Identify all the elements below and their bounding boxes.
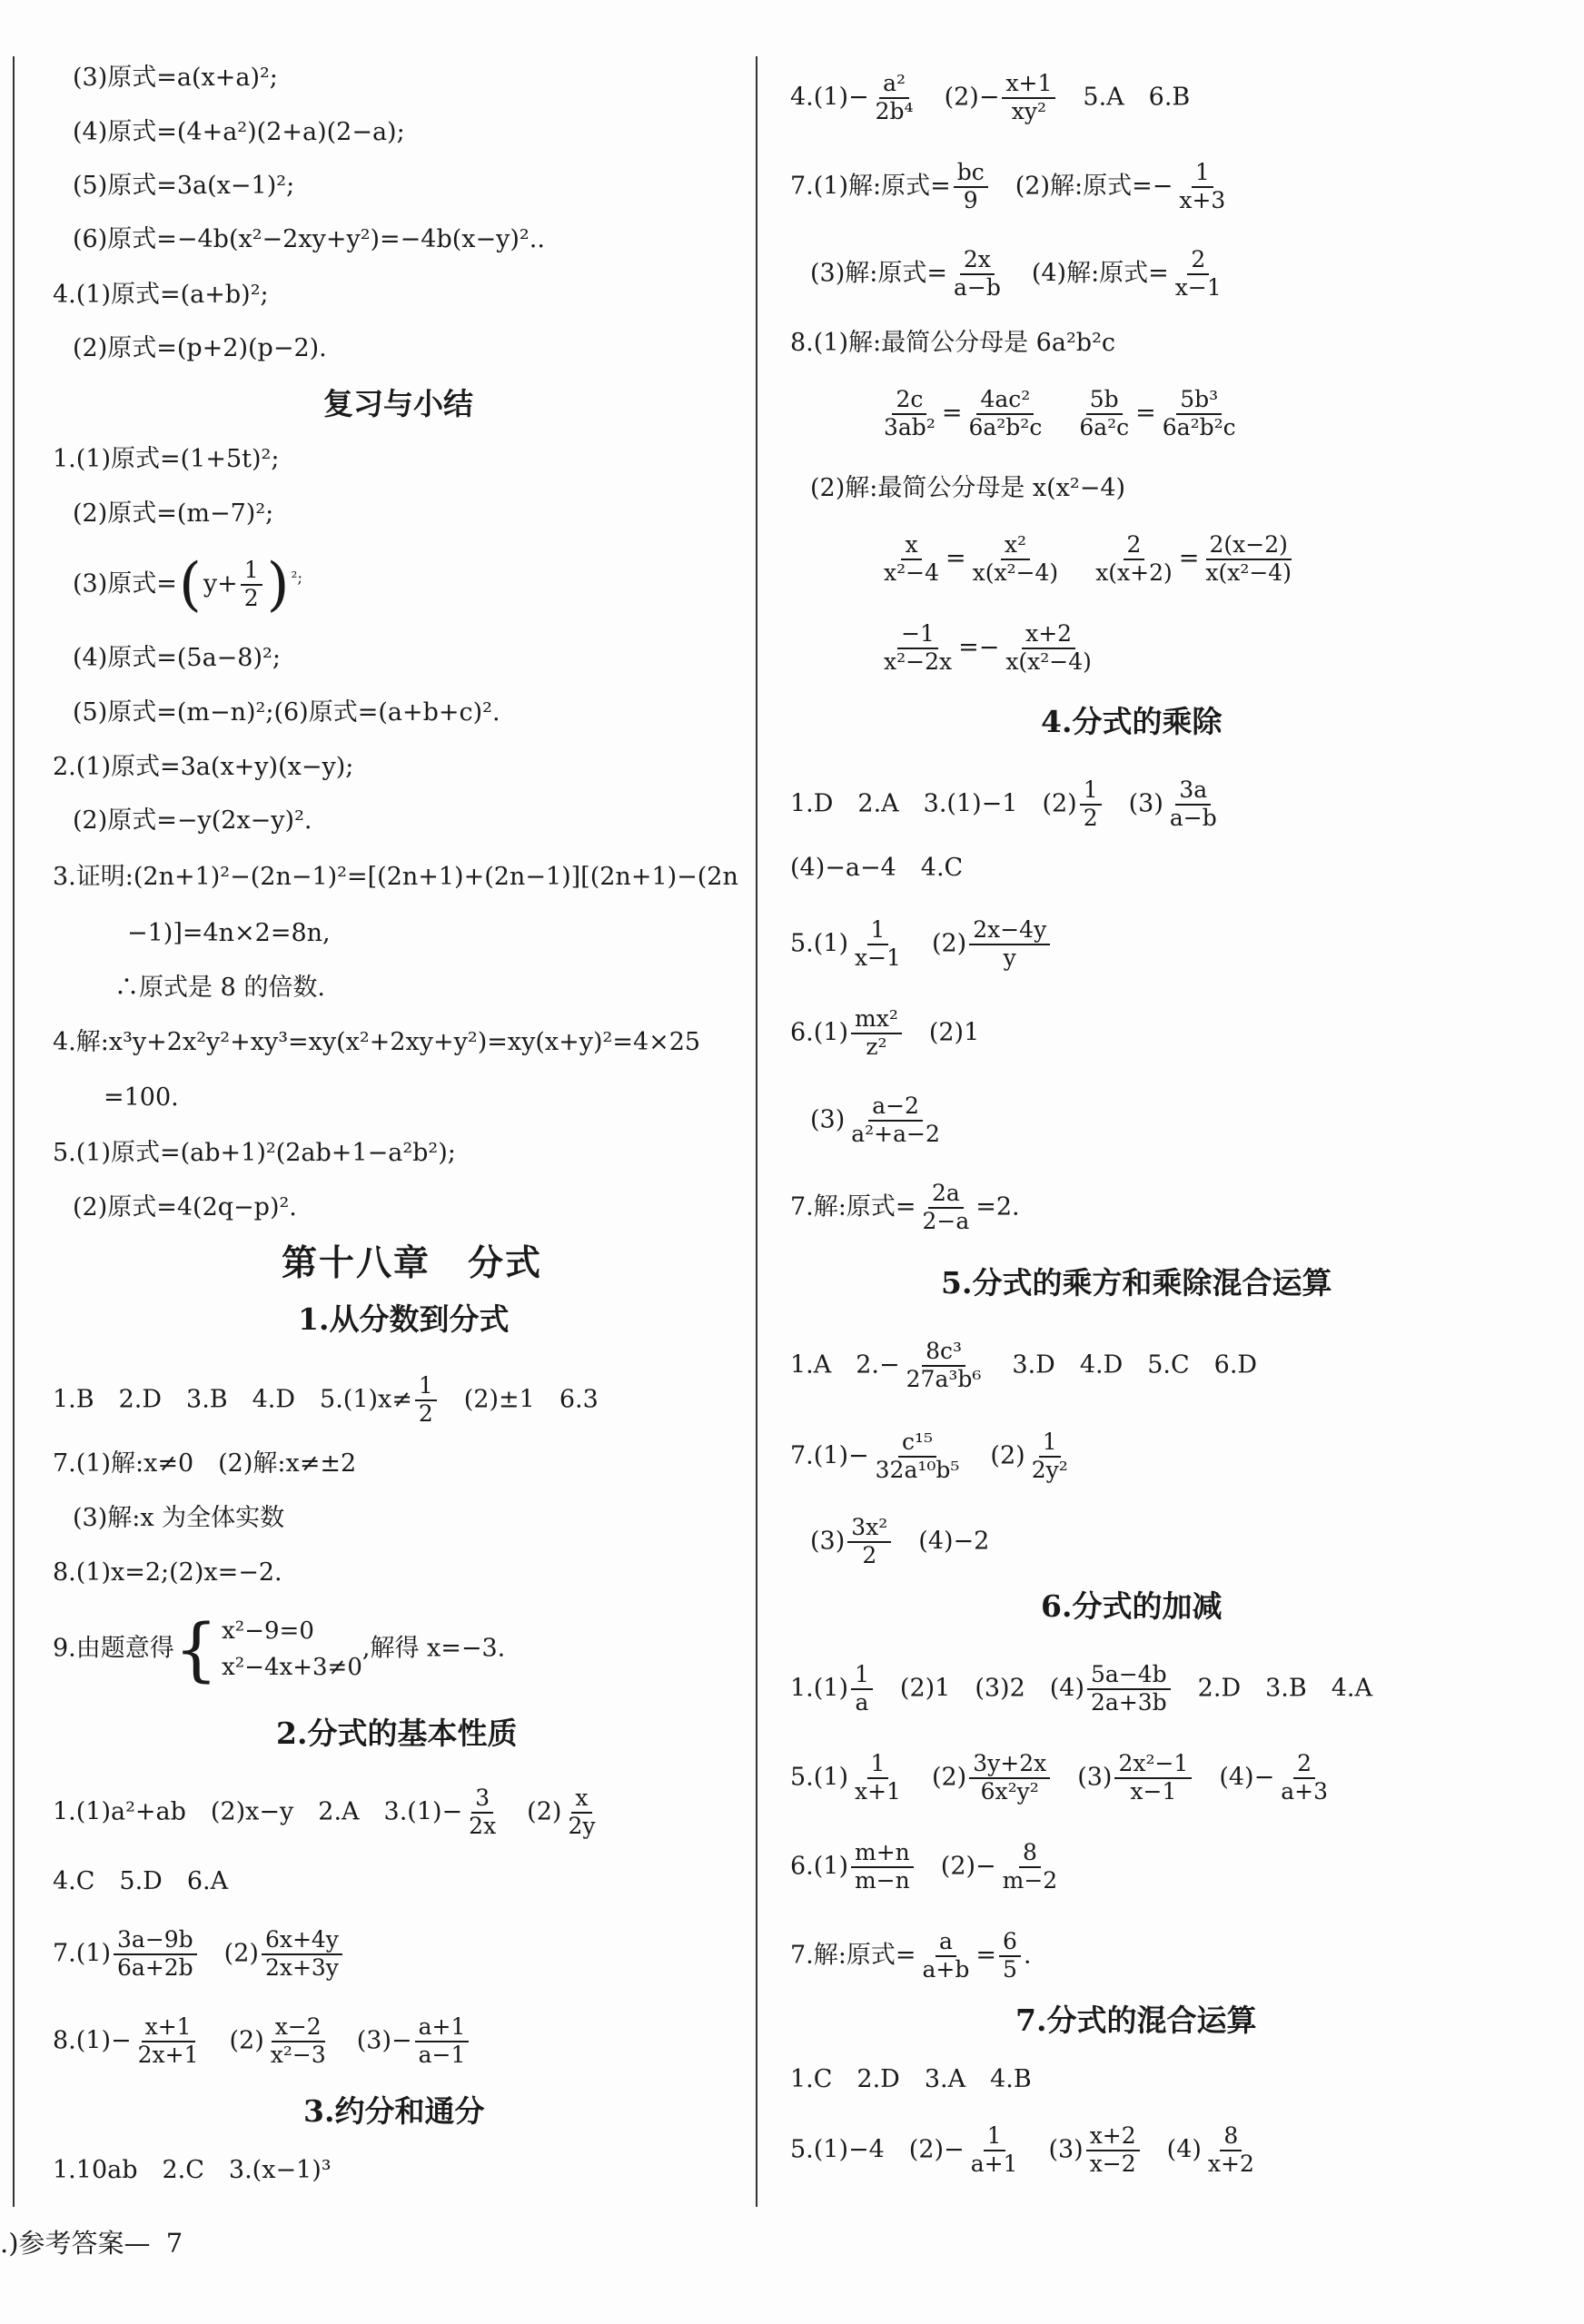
line: (2)原式=4(2q−p)².	[73, 1193, 297, 1221]
text: 6.(1)	[790, 1852, 849, 1881]
fraction: $\frac{5b}{\text{6a²c}}$	[1079, 386, 1130, 440]
text: (3)	[1104, 789, 1163, 818]
fraction: $\frac{\text{5b³}}{\text{6a²b²c}}$	[1162, 386, 1236, 440]
fraction: $\frac{3}{2x}$	[469, 1785, 497, 1839]
line: 7.(1)解:x≠0 (2)解:x≠±2	[53, 1449, 357, 1478]
line: (4)原式=(5a−8)²;	[73, 644, 281, 672]
line: 2.(1)原式=3a(x+y)(x−y);	[53, 753, 354, 781]
text: (3)	[1024, 2135, 1084, 2164]
fraction: $\frac{a+1}{a-1}$	[415, 2014, 470, 2069]
line: (2)原式=(p+2)(p−2).	[73, 334, 327, 362]
text: (2)	[204, 2026, 264, 2055]
equation-system: { x²−9=0 x²−4x+3≠0	[173, 1608, 362, 1689]
line: (4)−a−4 4.C	[790, 854, 964, 882]
text: (4)−	[1194, 1763, 1275, 1792]
section-title-review: 复习与小结	[323, 386, 473, 421]
line: $\frac{x}{\text{x²−4}}$ = $\frac{\text{x²}}{\text{x(x²−4)}}$ $\frac{2}{x(x+2)}$ = $\frac{2(x-2)}{\text{x(x²−4)}}$	[877, 532, 1298, 587]
text: (2)	[906, 929, 967, 958]
fraction: $\frac{2}{x-1}$	[1174, 246, 1222, 301]
line	[790, 1181, 1020, 1235]
line: (2)原式=−y(2x−y)².	[73, 806, 312, 835]
fraction: $\frac{2c}{\text{3ab²}}$	[884, 386, 936, 440]
text: 1.B 2.D 3.B 4.D 5.(1)x≠	[53, 1385, 412, 1414]
fraction: $\frac{8}{x+2}$	[1207, 2122, 1254, 2177]
text: 7.解:原式=	[790, 1941, 916, 1970]
fraction: $\frac{\text{8c³}}{\text{27a³b⁶}}$	[906, 1338, 982, 1392]
text: (2)	[906, 1763, 967, 1792]
text: (2)−	[919, 83, 1000, 112]
fraction: $\frac{1}{2}$	[1080, 777, 1102, 832]
text: (4)−2	[894, 1527, 990, 1556]
line	[53, 1785, 601, 1840]
text: 7.(1)	[53, 1939, 112, 1968]
line: 1.C 2.D 3.A 4.B	[790, 2065, 1032, 2093]
fraction: $\frac{1}{2}$	[241, 558, 262, 612]
fraction: $\frac{1}{a}$	[851, 1662, 873, 1716]
fraction: $\frac{2(x-2)}{\text{x(x²−4)}}$	[1205, 531, 1292, 586]
fraction: $\frac{\text{a²}}{\text{2b⁴}}$	[875, 70, 914, 124]
fraction: $\frac{8}{m-2}$	[1002, 1839, 1058, 1894]
line	[790, 917, 1053, 972]
text: =	[975, 1941, 996, 1970]
line	[810, 1093, 946, 1148]
fraction: $\frac{x+1}{2x+1}$	[137, 2013, 199, 2068]
text: ,解得 x=−3.	[361, 1634, 506, 1663]
footer-label: .)参考答案—	[0, 2228, 151, 2259]
line	[790, 1840, 1064, 1894]
section-title-5: 5.分式的乘方和乘除混合运算	[941, 1265, 1332, 1300]
text: 1.A 2.−	[790, 1350, 900, 1380]
text: (3)	[810, 1105, 846, 1134]
fraction: $\frac{a}{a+b}$	[922, 1928, 970, 1983]
text: (3)原式=	[73, 569, 177, 598]
fraction: $\frac{1}{2}$	[415, 1373, 437, 1428]
fraction: $\frac{2x}{a-b}$	[953, 246, 1001, 301]
fraction: $\frac{-1}{\text{x²−2x}}$	[884, 620, 953, 675]
line: (3)解:x 为全体实数	[73, 1504, 285, 1532]
text: 7.(1)解:原式=	[790, 172, 951, 201]
line: 4.(1)原式=(a+b)²;	[53, 281, 269, 309]
line: (2)解:最简公分母是 x(x²−4)	[810, 474, 1126, 502]
fraction: $\frac{3y+2x}{\text{6x²y²}}$	[969, 1751, 1050, 1805]
text: (3)	[810, 1527, 846, 1556]
text: (2)1 (3)2 (4)	[875, 1674, 1085, 1703]
line	[790, 1006, 979, 1061]
fraction: $\frac{\text{mx²}}{\text{z²}}$	[851, 1006, 902, 1061]
line: 8.(1)x=2;(2)x=−2.	[53, 1558, 282, 1587]
fraction: $\frac{\text{3x²}}{2}$	[847, 1515, 891, 1569]
line: −1)]=4n×2=8n,	[127, 919, 331, 947]
page-footer	[0, 2223, 183, 2260]
line	[790, 71, 1190, 125]
text: (2)	[502, 1797, 562, 1826]
line	[790, 160, 1232, 214]
fraction: $\frac{\text{x²}}{\text{x(x²−4)}}$	[972, 531, 1059, 586]
fraction: $\frac{1}{\text{2y²}}$	[1031, 1429, 1068, 1483]
fraction: $\frac{2x-4y}{y}$	[969, 917, 1050, 972]
fraction: $\frac{x+1}{\text{xy²}}$	[1002, 71, 1055, 125]
line	[53, 2014, 471, 2069]
section-title-6: 6.分式的加减	[1041, 1588, 1223, 1624]
fraction: $\frac{1}{x+1}$	[855, 1750, 901, 1805]
text: 2.D 3.B 4.A	[1173, 1674, 1372, 1703]
fraction: $\frac{2}{x(x+2)}$	[1095, 531, 1173, 586]
line	[790, 1429, 1074, 1484]
fraction: $\frac{x}{2y}$	[568, 1785, 596, 1839]
fraction: $\frac{\text{2x²−1}}{x-1}$	[1114, 1751, 1192, 1805]
fraction: $\frac{3a-9b}{6a+2b}$	[114, 1927, 197, 1982]
text: 9.由题意得	[53, 1634, 174, 1663]
text: (2)解:原式=−	[990, 172, 1173, 201]
line: (6)原式=−4b(x²−2xy+y²)=−4b(x−y)²..	[73, 225, 545, 253]
text: (3)	[1053, 1763, 1113, 1792]
line: ∴原式是 8 的倍数.	[114, 974, 325, 1002]
text: .	[1023, 1941, 1032, 1970]
line	[53, 1608, 506, 1689]
fraction: $\frac{x-2}{\text{x²−3}}$	[270, 2013, 326, 2068]
line: 1.(1)原式=(1+5t)²;	[53, 445, 280, 473]
text: 1.(1)a²+ab (2)x−y 2.A 3.(1)−	[53, 1797, 463, 1826]
text: (4)解:原式=	[1006, 259, 1169, 288]
section-title-7: 7.分式的混合运算	[1015, 2003, 1257, 2038]
open-paren: (	[178, 551, 202, 618]
text: 7.(1)−	[790, 1441, 869, 1470]
text: 6.(1)	[790, 1018, 849, 1047]
text: (2)−	[916, 1852, 996, 1881]
equation: x²−9=0	[222, 1617, 314, 1645]
chapter-title: 第十八章 分式	[282, 1242, 543, 1284]
equation: x²−4x+3≠0	[222, 1654, 362, 1681]
text: (2)1	[904, 1018, 980, 1047]
text: 5.(1)	[790, 1763, 849, 1792]
text: 7.解:原式=	[790, 1192, 916, 1221]
fraction: $\frac{\text{4ac²}}{\text{6a²b²c}}$	[968, 386, 1043, 440]
line	[790, 1929, 1031, 1983]
text: =−	[958, 633, 1000, 662]
line: $\frac{2c}{\text{3ab²}}$ = $\frac{\text{4ac²}}{\text{6a²b²c}}$ $\frac{5b}{\text{6a²c}}$ = $\frac{\text{5b³}}{\text{6a²b²c}}$	[877, 387, 1242, 441]
text: =2.	[975, 1192, 1020, 1221]
fraction: $\frac{6x+4y}{2x+3y}$	[262, 1927, 342, 1982]
fraction: $\frac{5a-4b}{2a+3b}$	[1087, 1662, 1171, 1716]
line	[790, 777, 1223, 832]
fraction: $\frac{2a}{2-a}$	[922, 1180, 970, 1234]
fraction: $\frac{m+n}{m-n}$	[851, 1840, 914, 1894]
fraction: $\frac{3a}{a-b}$	[1169, 776, 1217, 831]
line: 5.(1)原式=(ab+1)²(2ab+1−a²b²);	[53, 1139, 456, 1167]
fraction: $\frac{6}{5}$	[999, 1929, 1021, 1983]
line: 4.C 5.D 6.A	[53, 1867, 229, 1895]
section-title-2: 2.分式的基本性质	[276, 1716, 518, 1751]
section-title-3: 3.约分和通分	[303, 2093, 485, 2129]
fraction: $\frac{a-2}{\text{a²+a−2}}$	[851, 1093, 940, 1147]
text: (2)	[199, 1939, 259, 1968]
close-paren: )	[266, 551, 290, 618]
text: y+	[203, 569, 238, 598]
left-margin-rule	[13, 56, 15, 2207]
text: (2)±1 6.3	[439, 1385, 599, 1414]
fraction: $\frac{x}{\text{x²−4}}$	[884, 531, 939, 586]
fraction: $\frac{bc}{9}$	[954, 160, 988, 214]
line	[790, 1662, 1372, 1716]
fraction: $\frac{1}{x+3}$	[1179, 159, 1226, 213]
fraction: $\frac{x+2}{\text{x(x²−4)}}$	[1005, 620, 1092, 675]
line	[53, 1373, 599, 1428]
fraction: $\frac{x+2}{x-2}$	[1086, 2123, 1140, 2178]
fraction: $\frac{\text{c¹⁵}}{\text{32a¹⁰b⁵}}$	[875, 1429, 960, 1483]
line	[877, 621, 1098, 676]
fraction: $\frac{2}{a+3}$	[1281, 1750, 1328, 1805]
text: 5.A 6.B	[1058, 83, 1191, 112]
line	[790, 1751, 1334, 1805]
text: (2)	[965, 1441, 1025, 1470]
text: (3)解:原式=	[810, 259, 947, 288]
line: 4.解:x³y+2x²y²+xy³=xy(x²+2xy+y²)=xy(x+y)²=4×25	[53, 1028, 701, 1056]
section-title-1: 1.从分数到分式	[298, 1301, 510, 1337]
fraction: $\frac{1}{a+1}$	[970, 2122, 1018, 2177]
text: 1.D 2.A 3.(1)−1 (2)	[790, 789, 1077, 818]
line: (5)原式=(m−n)²;(6)原式=(a+b+c)².	[73, 698, 500, 727]
line: =100.	[104, 1083, 179, 1112]
text: 8.(1)−	[53, 2026, 132, 2055]
line	[790, 1339, 1257, 1393]
line	[73, 551, 302, 618]
line: 8.(1)解:最简公分母是 6a²b²c	[790, 329, 1116, 357]
text: 5.(1)	[790, 929, 849, 958]
line: (5)原式=3a(x−1)²;	[73, 172, 295, 200]
line: (4)原式=(4+a²)(2+a)(2−a);	[73, 118, 405, 146]
text: 5.(1)−4 (2)−	[790, 2135, 965, 2164]
text: ²;	[291, 568, 302, 587]
line	[53, 1927, 345, 1982]
text: 4.(1)−	[790, 83, 869, 112]
fraction: $\frac{1}{x-1}$	[855, 916, 901, 971]
line: 1.10ab 2.C 3.(x−1)³	[53, 2156, 332, 2184]
section-title-4: 4.分式的乘除	[1041, 704, 1223, 739]
line: (2)原式=(m−7)²;	[73, 499, 274, 528]
line: 3.证明:(2n+1)²−(2n−1)²=[(2n+1)+(2n−1)][(2n+1)−(2n	[53, 863, 738, 891]
text: (4)	[1142, 2135, 1202, 2164]
text: 3.D 4.D 5.C 6.D	[987, 1350, 1258, 1380]
text: 1.(1)	[790, 1674, 849, 1703]
line: (3)原式=a(x+a)²;	[73, 64, 278, 92]
page-number: 7	[165, 2228, 183, 2259]
line	[810, 1515, 989, 1569]
column-divider	[756, 56, 757, 2207]
line	[810, 247, 1228, 302]
line	[790, 2123, 1261, 2178]
text: (3)−	[332, 2026, 412, 2055]
